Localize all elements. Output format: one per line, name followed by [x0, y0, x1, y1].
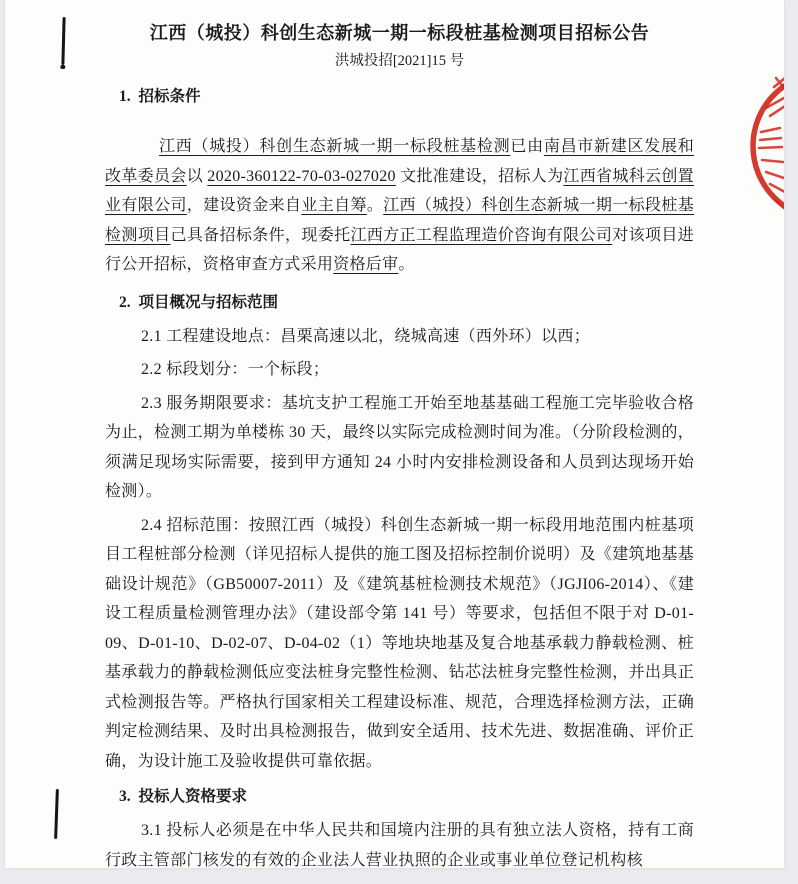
clause-3-1-bidder-qualification: 3.1 投标人必须是在中华人民共和国境内注册的具有独立法人资格，持有工商行政主管部门核发的有效的企业法人营业执照的企业或事业单位登记机构核: [105, 822, 694, 868]
underlined-text: 2020-360122-70-03-027020: [207, 167, 396, 185]
underlined-text: 江西（城投）科创生态新城一期一标段桩基检测: [159, 138, 511, 155]
clause-2-2-lots: 2.2 标段划分：一个标段；: [141, 361, 330, 378]
document-title: 江西（城投）科创生态新城一期一标段桩基检测项目招标公告: [149, 23, 650, 43]
plain-text: 文批准建设，招标人为: [395, 167, 564, 185]
plain-text: 对该项目进行公开招标，资格审查方式采用: [105, 226, 694, 273]
underlined-text: 江西省城科云创置业有限公司: [105, 167, 694, 214]
document-number: 洪城投招[2021]15 号: [334, 53, 465, 69]
scanned-document-page: [5, 0, 784, 868]
section-2-heading: 2. 项目概况与招标范围: [119, 293, 279, 311]
document-content: [5, 0, 784, 868]
underlined-text: 资格后审: [333, 256, 399, 273]
plain-text: 已由: [510, 138, 544, 155]
clause-2-1-location: 2.1 工程建设地点：昌栗高速以北，绕城高速（西外环）以西；: [141, 327, 591, 345]
underlined-text: 江西方正工程监理造价咨询有限公司: [350, 226, 613, 244]
plain-text: 。: [366, 197, 384, 214]
plain-text: ，建设资金来自: [186, 197, 302, 214]
underlined-text: 业主自筹: [301, 197, 367, 214]
plain-text: 己具备招标条件，现委托: [170, 226, 351, 244]
clause-2-3-service-period: 2.3 服务期限要求：基坑支护工程施工开始至地基基础工程施工完毕验收合格为止，检测工期为单楼栋 30 天，最终以实际完成检测时间为准。（分阶段检测的，须满足现场实际需要，接到甲方通知 24 小时内安排检测设备和人员到达现场开始检测）。: [105, 394, 694, 500]
section-1-heading: 1. 招标条件: [119, 88, 201, 105]
plain-text: 以: [186, 167, 208, 185]
section-3-heading: 3. 投标人资格要求: [119, 788, 248, 805]
underlined-text: 江西（城投）科创生态新城一期一标段桩基检测项目: [105, 197, 694, 244]
paragraph-tender-conditions: [105, 132, 694, 280]
plain-text: 。: [398, 256, 415, 273]
underlined-text: 南昌市新建区发展和改革委员会: [105, 138, 694, 185]
clause-2-4-tender-scope: 2.4 招标范围：按照江西（城投）科创生态新城一期一标段用地范围内桩基项目工程桩部分检测（详见招标人提供的施工图及招标控制价说明）及《建筑地基基础设计规范》（GB50007-2011）及《建筑基桩检测技术规范》（JGJI06-2014）、《建设工程质量检测管理办法》（建设部令第 141 号）等要求，包括但不限于对 D-01-09、D-01-10、D-02-07、D-04-02（1）等地块地基及复合地基承载力静载检测、桩基承载力的静载检测低应变法桩身完整性检测、钻芯法桩身完整性检测，并出具正式检测报告等。严格执行国家相关工程建设标准、规范，合理选择检测方法，正确判定检测结果、及时出具检测报告，做到安全适用、技术先进、数据准确、评价正确，为设计施工及验收提供可靠依据。: [105, 516, 694, 770]
